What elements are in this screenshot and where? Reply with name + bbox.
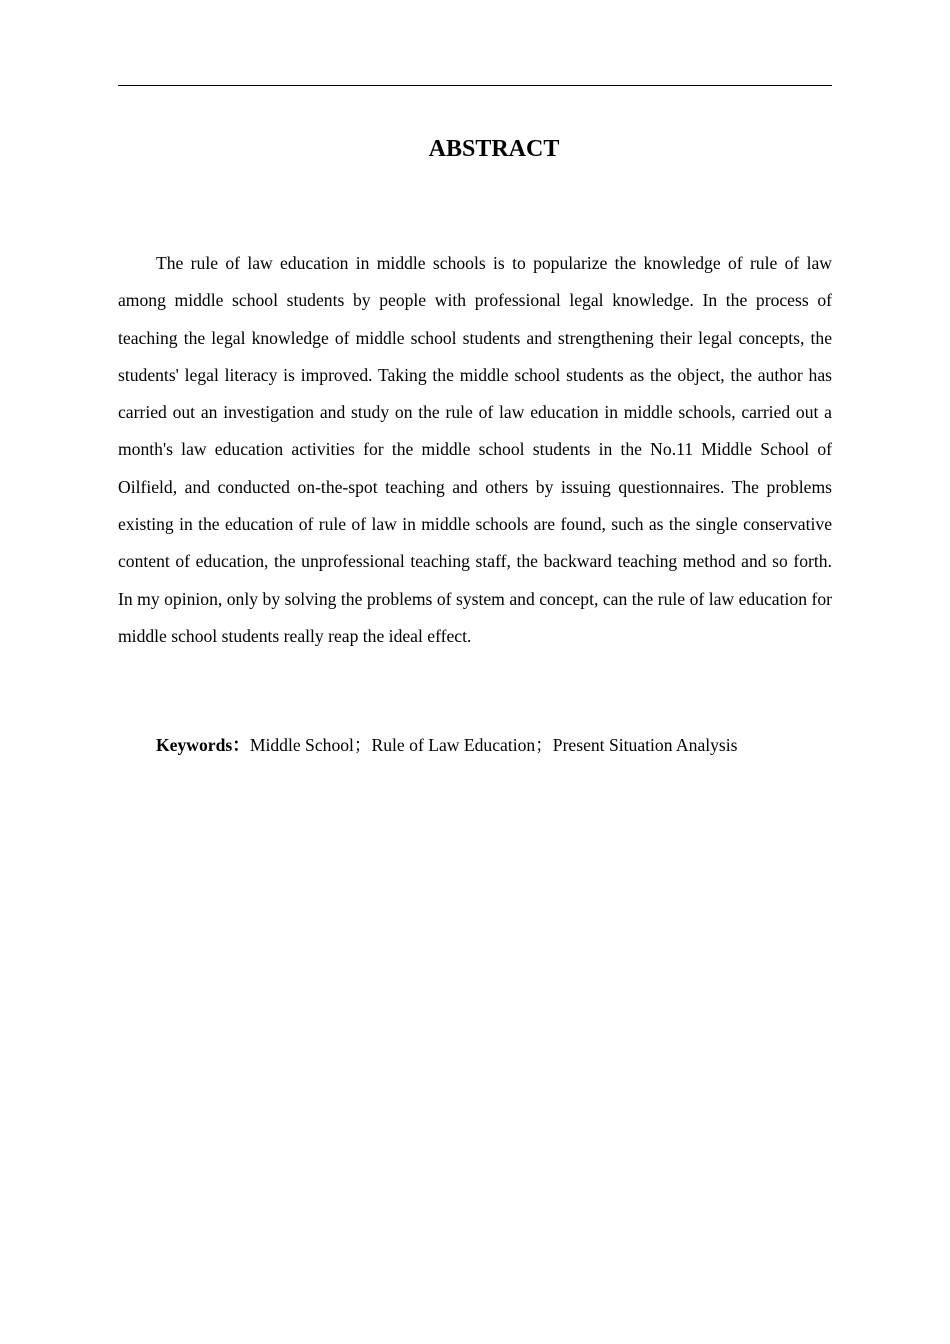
header-rule	[118, 85, 832, 86]
abstract-paragraph: The rule of law education in middle schools is to popularize the knowledge of rule of law among middle school students by people with professional legal knowledge. In the process of teaching the legal knowledge of middle school students and strengthening their legal concepts, the students' legal literacy is improved. Taking the middle school students as the object, the author has carried out an investigation and study on the rule of law education in middle schools, carried out a month's law education activities for the middle school students in the No.11 Middle School of Oilfield, and conducted on-the-spot teaching and others by issuing questionnaires. The problems existing in the education of rule of law in middle schools are found, such as the single conservative content of education, the unprofessional teaching staff, the backward teaching method and so forth. In my opinion, only by solving the problems of system and concept, can the rule of law education for middle school students really reap the ideal effect.	[118, 253, 832, 646]
keywords-label: Keywords：	[156, 735, 250, 755]
page-title: ABSTRACT	[428, 136, 560, 162]
keywords-line	[156, 728, 832, 762]
keywords-value: Middle School；Rule of Law Education；Present Situation Analysis	[249, 735, 738, 755]
